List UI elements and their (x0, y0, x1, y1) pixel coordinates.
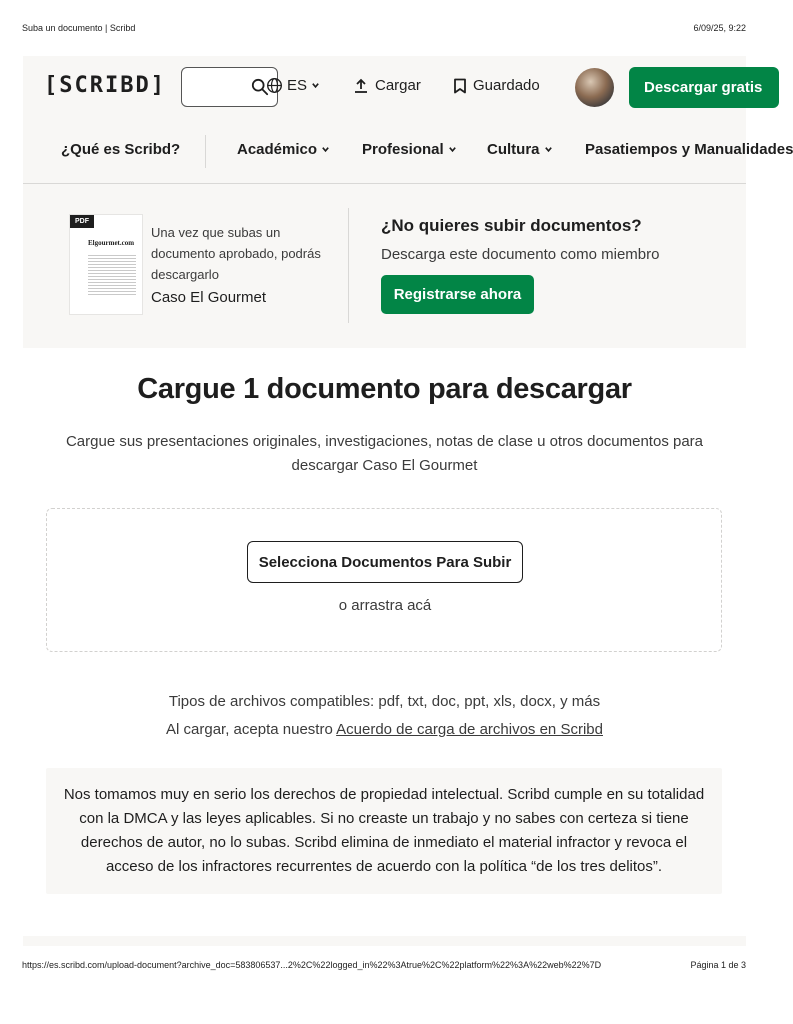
chevron-down-icon (544, 145, 553, 154)
upload-dropzone[interactable] (46, 508, 722, 652)
upload-icon (353, 78, 369, 94)
browser-page (23, 56, 793, 946)
print-footer (22, 960, 746, 970)
category-nav (23, 118, 793, 184)
upload-label: Cargar (375, 77, 421, 94)
document-thumbnail[interactable] (69, 214, 143, 315)
print-datetime: 6/09/25, 9:22 (693, 23, 746, 33)
page-title: Cargue 1 documento para descargar (137, 373, 632, 405)
nav-item-label: Profesional (362, 141, 444, 158)
nav-item-label: Académico (237, 141, 318, 158)
register-button[interactable]: Registrarse ahora (381, 275, 534, 314)
chevron-down-icon (311, 81, 320, 90)
avatar[interactable] (575, 68, 614, 107)
promo-divider (348, 208, 349, 323)
promo-right-subtitle: Descarga este documento como miembro (381, 246, 660, 263)
thumbnail-title: Elgourmet.com (88, 239, 135, 247)
top-bar (23, 56, 763, 118)
print-header (22, 23, 746, 33)
nav-item-profesional[interactable] (362, 141, 457, 158)
print-url: https://es.scribd.com/upload-document?archive_doc=583806537...2%2C%22logged_in%22%3Atrue%2C%22platform%22%3A%22web%22%7D (22, 960, 602, 970)
saved-link[interactable] (453, 77, 540, 94)
promo-description: Una vez que subas un documento aprobado, podrás descargarlo (151, 225, 321, 282)
upload-agreement (23, 721, 746, 738)
chevron-down-icon (448, 145, 457, 154)
thumbnail-text-lines (88, 255, 136, 297)
drag-hint: o arrastra acá (338, 597, 432, 614)
promo-right-title: ¿No quieres subir documentos? (381, 216, 642, 235)
copyright-notice: Nos tomamos muy en serio los derechos de propiedad intelectual. Scribd cumple en su totalidad con la DMCA y las leyes aplicables. Si no creaste un trabajo y no sabes con certeza si tiene derechos de autor, no lo subas. Scribd elimina de inmediato el material infractor y revoca el acceso de los infractores recurrentes de acuerdo con la política “de los tres delitos”. (46, 768, 722, 894)
globe-icon (266, 77, 283, 94)
print-page-indicator: Página 1 de 3 (690, 960, 746, 970)
nav-item-label: Pasatiempos y Manualidades (585, 141, 793, 158)
upload-link[interactable] (353, 77, 421, 94)
footer-band (23, 936, 746, 946)
download-promo-banner (23, 184, 746, 348)
download-free-button[interactable]: Descargar gratis (629, 67, 779, 108)
search-input[interactable] (181, 67, 278, 107)
saved-label: Guardado (473, 77, 540, 94)
print-page-title: Suba un documento | Scribd (22, 23, 136, 33)
bookmark-icon (453, 78, 467, 94)
nav-item-what-is-scribd[interactable] (61, 141, 180, 158)
select-documents-button[interactable]: Selecciona Documentos Para Subir (247, 541, 523, 583)
pdf-badge: PDF (70, 215, 94, 228)
nav-item-label: ¿Qué es Scribd? (61, 141, 181, 158)
supported-file-types: Tipos de archivos compatibles: pdf, txt, doc, ppt, xls, docx, y más (168, 693, 601, 710)
scribd-logo[interactable]: [SCRIBD] (44, 73, 166, 98)
nav-item-label: Cultura (487, 141, 540, 158)
chevron-down-icon (321, 145, 330, 154)
agreement-link[interactable]: Acuerdo de carga de archivos en Scribd (336, 721, 603, 738)
agreement-prefix: Al cargar, acepta nuestro (166, 721, 337, 738)
nav-item-pasatiempos[interactable] (585, 141, 793, 158)
nav-item-cultura[interactable] (487, 141, 553, 158)
page-subtitle: Cargue sus presentaciones originales, investigaciones, notas de clase u otros documentos para descargar Caso El Gourmet (65, 433, 704, 474)
language-label: ES (287, 77, 308, 94)
nav-item-academico[interactable] (237, 141, 330, 158)
language-selector[interactable] (266, 77, 320, 94)
nav-divider (205, 135, 206, 168)
promo-document-name: Caso El Gourmet (151, 289, 267, 306)
